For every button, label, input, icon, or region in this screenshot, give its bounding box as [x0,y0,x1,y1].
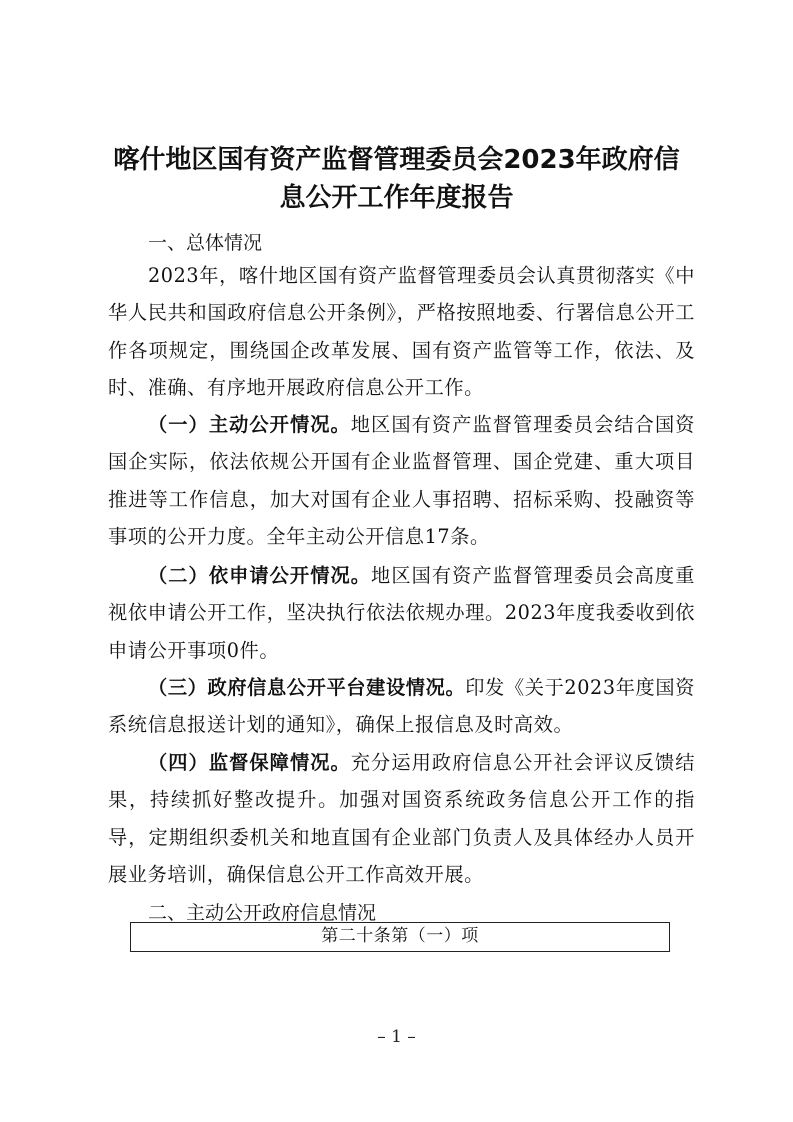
section-heading-overall: 一、总体情况 [148,232,263,254]
report-title-line-1: 喀什地区国有资产监督管理委员会2023年政府信 [113,145,680,175]
paragraph-active-disclosure-lead: （一）主动公开情况。 [148,413,351,436]
report-title-line-2: 息公开工作年度报告 [279,183,514,213]
paragraph-supervision-lead: （四）监督保障情况。 [148,751,351,774]
paragraph-request-disclosure-body: 地区国有资产监督管理委员会高度重视依申请公开工作，坚决执行依法依规办理。2023年度我委收到依申请公开事项0件。 [108,564,695,662]
paragraph-platform-body: 印发《关于2023年度国资系统信息报送计划的通知》，确保上报信息及时高效。 [108,676,695,737]
paragraph-request-disclosure [108,557,695,669]
paragraph-request-disclosure-lead: （二）依申请公开情况。 [148,564,372,587]
paragraph-supervision-body: 充分运用政府信息公开社会评议反馈结果，持续抓好整改提升。加强对国资系统政务信息公开工作的指导，定期组织委机关和地直国有企业部门负责人及具体经办人员开展业务培训，确保信息公开工作高效开展。 [108,751,696,887]
disclosure-table [130,922,670,952]
paragraph-platform-lead: （三）政府信息公开平台建设情况。 [148,676,466,699]
section-heading-active-info: 二、主动公开政府信息情况 [148,902,377,924]
paragraph-platform [108,669,695,744]
paragraph-active-disclosure-body: 地区国有资产监督管理委员会结合国资国企实际，依法依规公开国有企业监督管理、国企党建、重大项目推进等工作信息，加大对国有企业人事招聘、招标采购、投融资等事项的公开力度。全年主动公开信息17条。 [108,413,696,549]
paragraph-overall: 2023年，喀什地区国有资产监督管理委员会认真贯彻落实《中华人民共和国政府信息公开条例》，严格按照地委、行署信息公开工作各项规定，围绕国企改革发展、国有资产监管等工作，依法、及时、准确、有序地开展政府信息公开工作。 [108,264,695,400]
table-header-cell: 第二十条第（一）项 [321,926,479,946]
paragraph-active-disclosure [108,406,695,556]
page-number: – 1 – [377,1027,416,1047]
paragraph-supervision [108,744,695,894]
